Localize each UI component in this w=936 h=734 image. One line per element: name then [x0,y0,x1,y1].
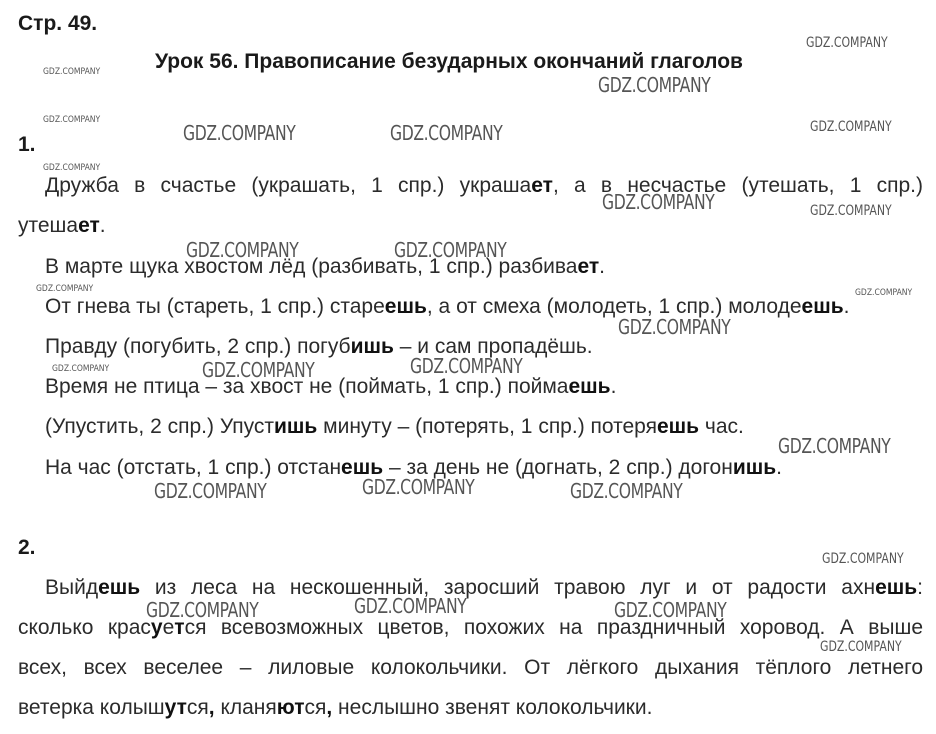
text-segment: Дружба в счастье (украшать, 1 спр.) украша [45,174,532,197]
text-segment: утеша [18,214,79,237]
task-1-line [18,214,106,238]
text-segment: , а от смеха (молодеть, 1 спр.) молоде [426,295,802,318]
text-segment: ся всевозможных цветов, похожих на праздничный хоровод. А выше [184,616,923,639]
text-segment: , а в несчастье (утешать, 1 спр.) [552,174,923,197]
text-segment: В марте щука хвостом лёд (разбивать, 1 спр.) разбива [45,255,578,278]
watermark: GDZ.COMPANY [810,203,892,219]
text-segment: . [99,214,106,237]
text-segment: . [843,295,850,318]
watermark: GDZ.COMPANY [43,163,101,173]
task-2-number: 2. [18,536,36,559]
task-2-line [45,576,923,600]
watermark: GDZ.COMPANY [614,598,727,622]
watermark: GDZ.COMPANY [202,358,315,382]
bold-ending: ет [577,255,600,278]
watermark: GDZ.COMPANY [154,479,267,503]
watermark: GDZ.COMPANY [43,115,101,125]
bold-ending: ешь [98,576,141,599]
watermark: GDZ.COMPANY [186,238,299,262]
bold-ending: ишь [350,335,394,358]
task-1-line [45,415,744,439]
text-segment: . [610,375,617,398]
watermark: GDZ.COMPANY [778,434,891,458]
watermark: GDZ.COMPANY [146,598,259,622]
watermark: GDZ.COMPANY [855,288,913,298]
lesson-title: Урок 56. Правописание безударных окончаний глаголов [155,50,743,73]
watermark: GDZ.COMPANY [390,121,503,145]
text-segment: Правду (погубить, 2 спр.) погуб [45,335,351,358]
watermark: GDZ.COMPANY [410,354,523,378]
text-segment: . [776,456,782,479]
watermark: GDZ.COMPANY [570,479,683,503]
bold-ending: ют [276,696,305,719]
bold-ending: ешь [801,295,844,318]
bold-ending: ешь [341,456,384,479]
text-segment: : [917,576,923,599]
watermark: GDZ.COMPANY [362,475,475,499]
text-segment: сколько крас [18,616,151,639]
watermark: GDZ.COMPANY [822,551,904,567]
bold-ending: ут [164,696,187,719]
page-label: Стр. 49. [18,12,98,35]
text-segment: из леса на нескошенный, заросший травою луг и от радости ахн [140,576,876,599]
bold-ending: ет [531,174,553,197]
text-segment: – и сам пропадёшь. [393,335,593,358]
text-segment: – за день не (догнать, 2 спр.) догон [383,456,733,479]
task-1-line [45,174,923,198]
watermark: GDZ.COMPANY [183,121,296,145]
watermark: GDZ.COMPANY [602,190,715,214]
bold-ending: у [150,616,163,639]
text-segment: час. [699,415,744,438]
bold-ending: , [326,696,333,719]
text-segment: . [599,255,605,278]
text-segment: кланя [214,696,277,719]
watermark: GDZ.COMPANY [52,364,110,374]
watermark: GDZ.COMPANY [394,238,507,262]
text-segment: От гнева ты (стареть, 1 спр.) старе [45,295,385,318]
text-segment: ся [304,696,327,719]
bold-ending: , [208,696,215,719]
task-2-line [18,656,923,680]
bold-ending: ешь [875,576,918,599]
bold-ending: ет [78,214,100,237]
text-segment: е [162,616,175,639]
task-1-line [45,255,605,279]
watermark: GDZ.COMPANY [806,35,888,51]
text-segment: неслышно звенят колокольчики. [332,696,653,719]
text-segment: На час (отстать, 1 спр.) отстан [45,456,342,479]
task-2-line [18,696,652,720]
bold-ending: ешь [657,415,700,438]
text-segment: (Упустить, 2 спр.) Упуст [45,415,274,438]
text-segment: ветерка колыш [18,696,165,719]
task-1-line [45,375,616,399]
text-segment: всех, всех веселее – лиловые колокольчики. От лёгкого дыхания тёплого летнего [18,656,923,679]
bold-ending: ишь [273,415,318,438]
watermark: GDZ.COMPANY [598,73,711,97]
watermark: GDZ.COMPANY [354,594,467,618]
text-segment: минуту – (потерять, 1 спр.) потеря [317,415,657,438]
watermark: GDZ.COMPANY [36,284,94,294]
bold-ending: т [174,616,185,639]
bold-ending: ешь [568,375,611,398]
bold-ending: ешь [384,295,427,318]
text-segment: Выйд [45,576,99,599]
text-segment: Время не птица – за хвост не (поймать, 1 спр.) пойма [45,375,569,398]
watermark: GDZ.COMPANY [618,315,731,339]
watermark: GDZ.COMPANY [810,119,892,135]
task-1-number: 1. [18,133,36,156]
bold-ending: ишь [732,456,777,479]
watermark: GDZ.COMPANY [820,639,902,655]
watermark: GDZ.COMPANY [43,67,101,77]
text-segment: ся [186,696,209,719]
